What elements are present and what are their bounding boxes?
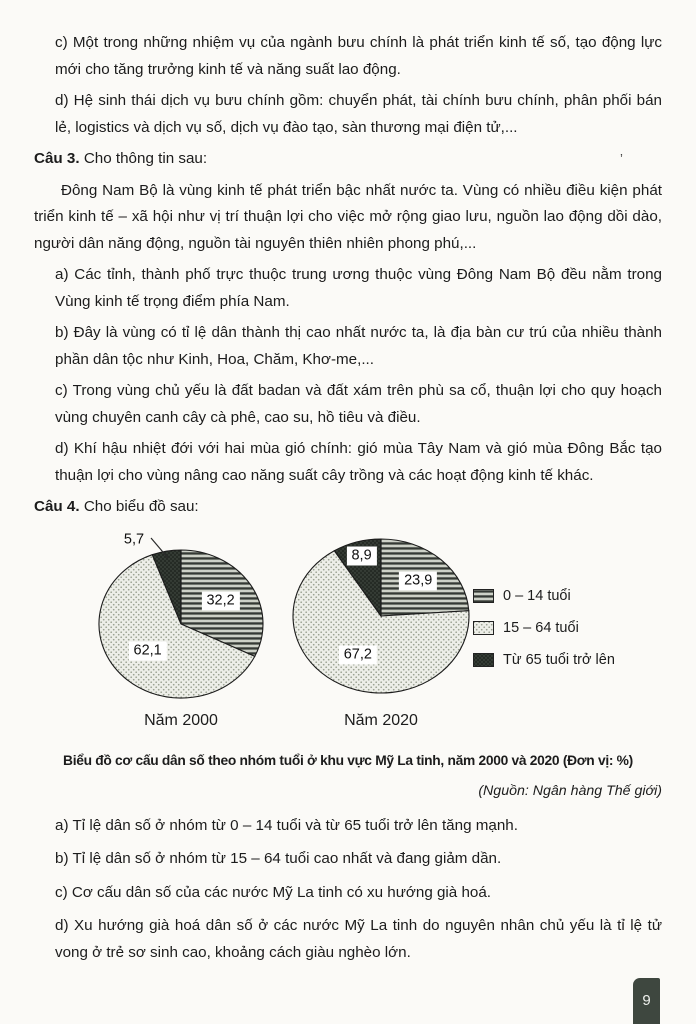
legend-entry-0-14	[473, 586, 615, 606]
statement-top-d: d) Hệ sinh thái dịch vụ bưu chính gồm: chuyển phát, tài chính bưu chính, phân phối bán lẻ, logistics và dịch vụ số, dịch vụ đào tạo, sàn thương mại điện tử,...	[55, 92, 662, 136]
pie-1-value-1: 67,2	[339, 646, 377, 665]
legend-swatch-dots-icon	[473, 621, 494, 635]
question3-label: Câu 3.	[34, 150, 80, 167]
question3-prompt: Cho thông tin sau:	[83, 150, 208, 167]
question4-statement-d: d) Xu hướng già hoá dân số ở các nước Mỹ La tinh do nguyên nhân chủ yếu là tỉ lệ tử vong ở trẻ sơ sinh cao, khoảng cách giàu nghèo lớn.	[55, 917, 662, 961]
legend-label-0-14: 0 – 14 tuổi	[503, 587, 571, 604]
question3-heading	[34, 146, 662, 173]
question3-statement-d: d) Khí hậu nhiệt đới với hai mùa gió chính: gió mùa Tây Nam và gió mùa Đông Bắc tạo thuận lợi cho vùng nâng cao năng suất cây trồng và các hoạt động kinh tế khác.	[55, 440, 662, 484]
question4-statement-b: b) Tỉ lệ dân số ở nhóm từ 15 – 64 tuổi cao nhất và đang giảm dần.	[55, 850, 502, 867]
question4-heading	[34, 494, 662, 521]
question4-statement-c: c) Cơ cấu dân số của các nước Mỹ La tinh có xu hướng già hoá.	[55, 883, 492, 901]
chart-source: (Nguồn: Ngân hàng Thế giới)	[478, 783, 662, 799]
chart-legend	[473, 586, 615, 682]
question3-statement-c: c) Trong vùng chủ yếu là đất badan và đất xám trên phù sa cổ, thuận lợi cho quy hoạch vùng chuyên canh cây cà phê, cao su, hồ tiêu và điều.	[55, 382, 662, 426]
legend-label-15-64: 15 – 64 tuổi	[503, 619, 579, 636]
pie-0-value-0: 32,2	[201, 592, 239, 611]
page-number: 9	[642, 991, 651, 1009]
statement-top-c: c) Một trong những nhiệm vụ của ngành bưu chính là phát triển kinh tế số, tạo động lực mới cho tăng trưởng kinh tế và năng suất lao động.	[55, 34, 662, 78]
legend-label-65-plus: Từ 65 tuổi trở lên	[503, 651, 615, 668]
question3-passage: Đông Nam Bộ là vùng kinh tế phát triển bậc nhất nước ta. Vùng có nhiều điều kiện phát triển kinh tế – xã hội như vị trí thuận lợi cho việc mở rộng giao lưu, nguồn lao động dồi dào, người dân năng động, nguồn tài nguyên thiên nhiên phong phú,...	[34, 181, 662, 252]
pie-year-label-2020: Năm 2020	[344, 711, 418, 729]
question3-statement-b: b) Đây là vùng có tỉ lệ dân thành thị cao nhất nước ta, là địa bàn cư trú của nhiều thành phần dân tộc như Kinh, Hoa, Chăm, Khơ-me,...	[55, 324, 662, 368]
pie-chart-figure	[0, 526, 696, 736]
pie-0-value-2: 5,7	[123, 531, 145, 547]
page-number-badge	[633, 978, 660, 1024]
legend-swatch-lines-icon	[473, 589, 494, 603]
question3-statement-a: a) Các tỉnh, thành phố trực thuộc trung ương thuộc vùng Đông Nam Bộ đều nằm trong Vùng kinh tế trọng điểm phía Nam.	[55, 266, 662, 310]
question4-label: Câu 4.	[34, 498, 80, 515]
legend-entry-15-64	[473, 618, 615, 638]
pie-1-value-2: 8,9	[346, 547, 376, 566]
scan-artifact-mark: ’	[620, 151, 623, 166]
legend-entry-65-plus	[473, 650, 615, 670]
chart-caption: Biểu đồ cơ cấu dân số theo nhóm tuổi ở khu vực Mỹ La tinh, năm 2000 và 2020 (Đơn vị: %)	[63, 752, 633, 768]
legend-swatch-dark-icon	[473, 653, 494, 667]
pie-1-value-0: 23,9	[399, 571, 437, 590]
pie-year-label-2000: Năm 2000	[144, 711, 218, 729]
question4-statement-a: a) Tỉ lệ dân số ở nhóm từ 0 – 14 tuổi và từ 65 tuổi trở lên tăng mạnh.	[55, 816, 518, 834]
pie-0-value-1: 62,1	[129, 641, 167, 660]
question4-prompt: Cho biểu đồ sau:	[83, 498, 199, 515]
